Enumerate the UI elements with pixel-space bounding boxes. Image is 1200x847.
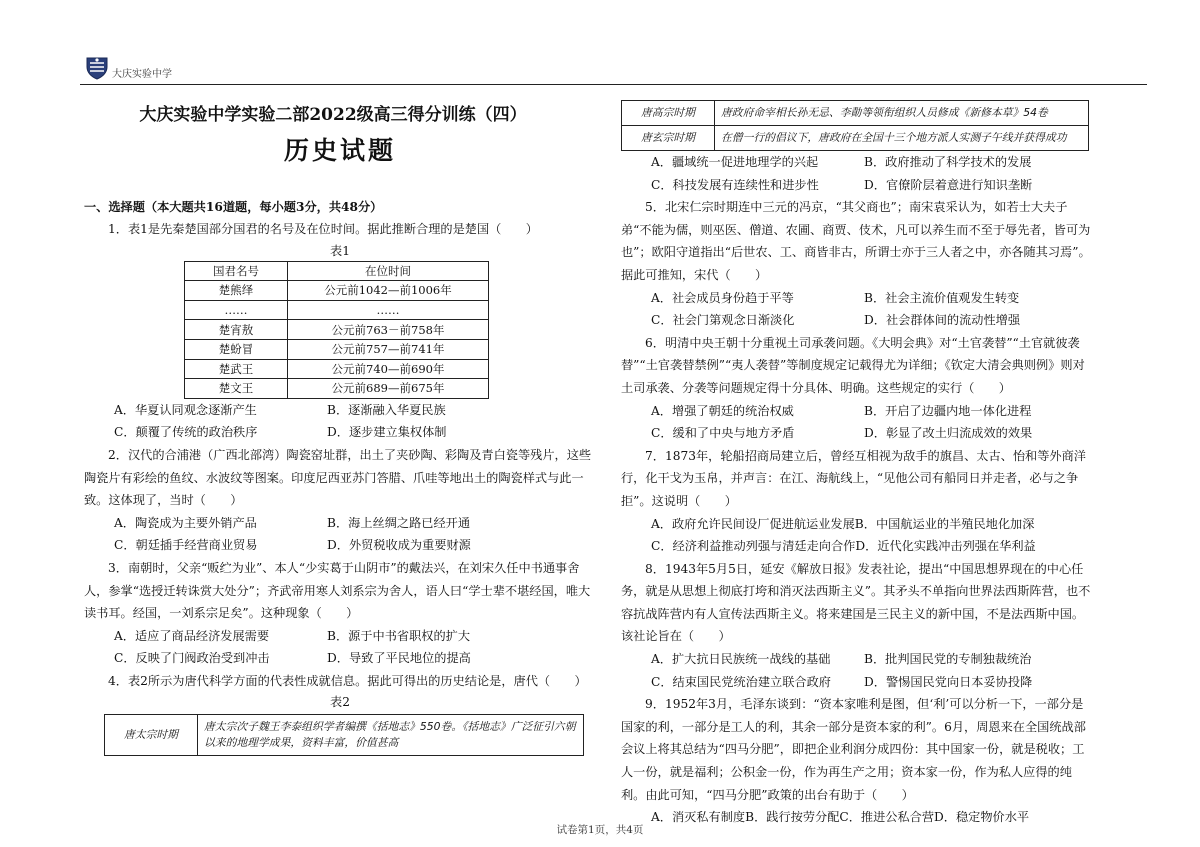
q2-options-row — [84, 512, 596, 535]
q7-options-ab: A．政府允许民间设厂促进航运业发展B．中国航运业的半殖民地化加深 — [651, 516, 1035, 531]
option-d: D．警惕国民党向日本妥协投降 — [864, 674, 1033, 689]
option-d: D．彰显了改土归流成效的效果 — [864, 426, 1033, 441]
option-c: C．颠覆了传统的政治秩序 — [114, 425, 258, 440]
table-cell: 公元前763－前758年 — [288, 320, 489, 340]
table-header-cell: 在位时间 — [288, 261, 489, 281]
table-cell: 唐太宗次子魏王李泰组织学者编撰《括地志》550卷。《括地志》广泛征引六朝以来的地理学成果，资料丰富，价值甚高 — [198, 715, 584, 756]
table2-part2 — [621, 100, 1089, 151]
option-c: C．朝廷插手经营商业贸易 — [114, 538, 258, 553]
option-d: D．导致了平民地位的提高 — [327, 651, 471, 666]
table-cell: 公元前740—前690年 — [288, 359, 489, 379]
table-cell: 公元前757—前741年 — [288, 339, 489, 359]
option-b: B．海上丝绸之路已经开通 — [327, 515, 471, 530]
exam-subject: 历史试题 — [283, 136, 396, 165]
table-row — [185, 281, 489, 301]
right-column — [621, 102, 1091, 829]
table-cell: 楚宵敖 — [185, 320, 288, 340]
q1-options-row — [84, 399, 596, 422]
option-d: D．社会群体间的流动性增强 — [864, 313, 1021, 328]
table-cell: 唐太宗时期 — [105, 715, 198, 756]
table-row — [185, 339, 489, 359]
table-cell: 公元前1042—前1006年 — [288, 281, 489, 301]
table-cell: 唐政府命宰相长孙无忌、李勣等领衔组织人员修成《新修本草》54卷 — [715, 101, 1089, 126]
option-b: B．社会主流价值观发生转变 — [864, 290, 1020, 305]
q3-options-row — [84, 625, 596, 648]
option-b: B．源于中书省职权的扩大 — [327, 628, 471, 643]
q5-options-row — [621, 287, 1091, 310]
q5-stem: 5．北宋仁宗时期连中三元的冯京，“其父商也”；南宋袁采认为，如若士大夫子弟“不能为儒，则巫医、僧道、农圃、商贾、伎术，凡可以养生而不至于辱先者，皆可为也”；欧阳守道指出“后世农、工、商皆非古，所谓士亦于三人者之中，亦各随其习焉”。据此可推知，宋代（ ） — [621, 200, 1091, 282]
option-a: A．陶瓷成为主要外销产品 — [114, 515, 257, 530]
table-cell: 楚文王 — [185, 379, 288, 399]
option-b: B．开启了边疆内地一体化进程 — [864, 403, 1032, 418]
table-cell: 在僧一行的倡议下，唐政府在全国十三个地方派人实测子午线并获得成功 — [715, 126, 1089, 151]
table1-caption: 表1 — [330, 243, 350, 258]
option-d: D．官僚阶层着意进行知识垄断 — [864, 177, 1033, 192]
option-a: A．华夏认同观念逐渐产生 — [114, 402, 257, 417]
option-d: D．逐步建立集权体制 — [327, 425, 447, 440]
q6-stem: 6．明清中央王朝十分重视土司承袭问题。《大明会典》对“土官袭替”“土官就彼袭替”“土官袭替禁例”“夷人袭替”等制度规定记载得尤为详细；《钦定大清会典则例》则对土司承袭、分袭等问题规定得十分具体、明确。这些规定的实行（ ） — [621, 335, 1085, 395]
q1-stem: 1．表1是先秦楚国部分国君的名号及在位时间。据此推断合理的是楚国（ ） — [108, 222, 538, 236]
school-logo-icon — [84, 54, 110, 80]
q4-stem: 4．表2所示为唐代科学方面的代表性成就信息。据此可得出的历史结论是，唐代（ ） — [108, 673, 587, 688]
table-cell: 楚熊绎 — [185, 281, 288, 301]
q2-options-row — [84, 534, 596, 557]
option-d: D．外贸税收成为重要财源 — [327, 538, 471, 553]
q9-stem: 9．1952年3月，毛泽东谈到：“资本家唯利是图，但‘利’可以分析一下，一部分是国家的利，一部分是工人的利，其余一部分是资本家的利”。6月，周恩来在全国统战部会议上将其总结为“四马分肥”，即把企业利润分成四份：其中国家一份，就是税收；工人一份，就是福利；公积金一份，作为再生产之用；资本家一份，作为私人应得的纯利。由此可知，“四马分肥”政策的出台有助于（ ） — [621, 697, 1086, 802]
table1 — [184, 261, 489, 399]
option-c: C．科技发展有连续性和进步性 — [651, 177, 819, 192]
option-a: A．适应了商品经济发展需要 — [114, 628, 270, 643]
table-cell: 公元前689—前675年 — [288, 379, 489, 399]
q4-options-row — [621, 151, 1091, 174]
table-row — [185, 379, 489, 399]
q8-options-row — [621, 671, 1091, 694]
table-cell: 唐玄宗时期 — [622, 126, 715, 151]
table-row — [185, 320, 489, 340]
table-header-row — [185, 261, 489, 281]
option-c: C．缓和了中央与地方矛盾 — [651, 426, 795, 441]
q3-stem: 3．南朝时，父亲“贩纻为业”、本人“少实葛于山阴市”的戴法兴，在刘宋久任中书通事舍人，参掌“选授迁转诛赏大处分”；齐武帝用寒人刘系宗为舍人，语人曰“学士辈不堪经国，唯大读书耳。经国，一刘系宗足矣”。这种现象（ ） — [84, 560, 591, 621]
q6-options-row — [621, 422, 1091, 445]
q9-options: A．消灭私有制度B．践行按劳分配C．推进公私合营D．稳定物价水平 — [651, 810, 1030, 825]
q7-stem: 7．1873年，轮船招商局建立后，曾经互相视为敌手的旗昌、太古、怡和等外商洋行，化干戈为玉帛，并声言：在江、海航线上，“见他公司有船同日并走者，必与之争拒”。这说明（ ） — [621, 448, 1086, 508]
table-row — [622, 126, 1089, 151]
q1-options-row — [84, 421, 596, 444]
table-header-cell: 国君名号 — [185, 261, 288, 281]
table-cell: 楚蚡冒 — [185, 339, 288, 359]
q7-options-cd: C．经济利益推动列强与清廷走向合作D．近代化实践冲击列强在华利益 — [651, 539, 1036, 554]
table-cell: 唐高宗时期 — [622, 101, 715, 126]
school-name: 大庆实验中学 — [112, 69, 172, 80]
option-c: C．结束国民党统治建立联合政府 — [651, 674, 831, 689]
table-row — [185, 359, 489, 379]
page-header — [80, 52, 1147, 85]
table-row — [622, 101, 1089, 126]
q2-stem: 2．汉代的合浦港（广西北部湾）陶瓷窑址群，出土了夹砂陶、彩陶及青白瓷等残片，这些陶瓷片有彩绘的鱼纹、水波纹等图案。印度尼西亚苏门答腊、爪哇等地出土的陶瓷样式与此一致。这体现了，当时（ ） — [84, 447, 592, 508]
table-row — [105, 715, 584, 756]
table-row — [185, 300, 489, 320]
option-c: C．反映了门阀政治受到冲击 — [114, 651, 270, 666]
q6-options-row — [621, 400, 1091, 423]
q4-options-row — [621, 174, 1091, 197]
table-cell: …… — [185, 300, 288, 320]
option-a: A．扩大抗日民族统一战线的基础 — [651, 652, 831, 667]
option-b: B．批判国民党的专制独裁统治 — [864, 652, 1032, 667]
left-column — [84, 102, 596, 756]
exam-title: 大庆实验中学实验二部2022级高三得分训练（四） — [139, 105, 527, 125]
table2-part1 — [104, 714, 584, 756]
option-c: C．社会门第观念日渐淡化 — [651, 313, 795, 328]
option-a: A．增强了朝廷的统治权威 — [651, 403, 794, 418]
q8-options-row — [621, 648, 1091, 671]
table-cell: 楚武王 — [185, 359, 288, 379]
q3-options-row — [84, 647, 596, 670]
option-a: A．疆域统一促进地理学的兴起 — [651, 155, 819, 169]
option-b: B．逐渐融入华夏民族 — [327, 402, 446, 417]
table-cell: …… — [288, 300, 489, 320]
page-footer: 试卷第1页，共4页 — [556, 824, 644, 836]
section-heading: 一、选择题（本大题共16道题，每小题3分，共48分） — [84, 200, 383, 214]
option-b: B．政府推动了科学技术的发展 — [864, 155, 1032, 169]
option-a: A．社会成员身份趋于平等 — [651, 290, 794, 305]
q8-stem: 8．1943年5月5日，延安《解放日报》发表社论，提出“中国思想界现在的中心任务，就是从思想上彻底打垮和消灭法西斯主义”。其矛头不单指向世界法西斯阵营，也不容抗战阵营内有人宣传法西斯主义。将来建国是三民主义的新中国，不是法西斯中国。该社论旨在（ ） — [621, 561, 1091, 644]
q5-options-row — [621, 309, 1091, 332]
table2-caption: 表2 — [330, 695, 350, 710]
